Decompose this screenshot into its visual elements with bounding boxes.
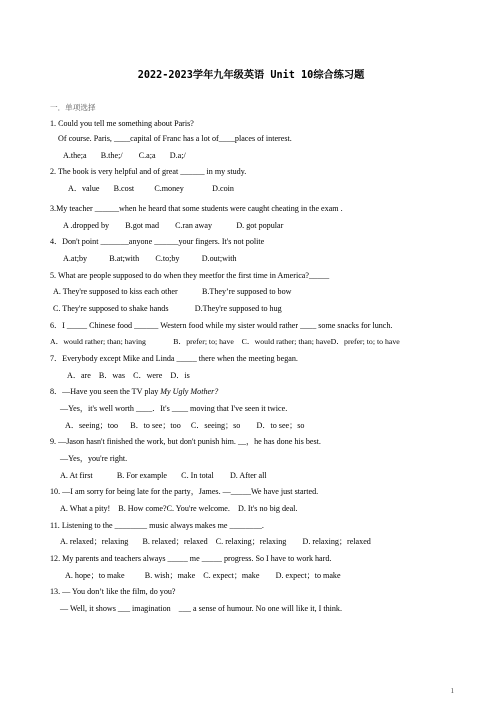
question-8-options: A．seeing；too B．to see；too C．seeing；so D．to see；so	[65, 421, 305, 430]
document-title: 2022-2023学年九年级英语 Unit 10综合练习题	[137, 70, 365, 81]
question-4-options: A.at;by B.at;with C.to;by D.out;with	[63, 254, 237, 263]
question-12: 12. My parents and teachers always _____ me _____ progress. So I have to work hard.	[50, 554, 332, 563]
question-3-options: A .dropped by B.got mad C.ran away D. got popular	[63, 221, 284, 230]
question-5-options-ab: A. They're supposed to kiss each other B.They’re supposed to bow	[53, 287, 292, 296]
question-2-options: A．value B.cost C.money D.coin	[68, 184, 234, 193]
question-10-options: A. What a pity! B. How come?C. You're welcome. D. It's no big deal.	[60, 504, 298, 513]
question-1: 1. Could you tell me something about Paris?	[50, 119, 194, 128]
question-3: 3.My teacher ______when he heard that some students were caught cheating in the exam .	[50, 204, 343, 213]
question-7: 7．Everybody except Mike and Linda _____ there when the meeting began.	[50, 354, 298, 363]
question-13-reply: — Well, it shows ___ imagination ___ a sense of humour. No one will like it, I think.	[60, 604, 343, 613]
question-5: 5. What are people supposed to do when they meetfor the first time in America?_____	[50, 271, 330, 280]
question-11: 11. Listening to the ________ music always makes me ________.	[50, 521, 264, 530]
question-11-options: A. relaxed；relaxing B. relaxed；relaxed C. relaxing；relaxing D. relaxing；relaxed	[60, 537, 371, 546]
question-8-reply: —Yes，it's well worth ____．It's ____ moving that I've seen it twice.	[60, 404, 288, 413]
question-8: 8．—Have you seen the TV play My Ugly Mother?	[50, 387, 219, 396]
question-10: 10. —I am sorry for being late for the party，James. —_____We have just started.	[50, 487, 319, 496]
question-13: 13. — You don’t like the film, do you?	[50, 587, 176, 596]
question-7-options: A．are B．was C．were D．is	[67, 371, 190, 380]
question-5-options-cd: C. They're supposed to shake hands D.They're supposed to hug	[53, 304, 282, 313]
question-9-options: A. At first B. For example C. In total D. After all	[60, 471, 267, 480]
question-6-options: A．would rather; than; having B．prefer; to; have C．would rather; than; haveD．prefer; to; to have	[50, 337, 400, 346]
question-2: 2. The book is very helpful and of great ______ in my study.	[50, 167, 247, 176]
section-heading: 一．单项选择	[50, 103, 96, 112]
question-9: 9. —Jason hasn't finished the work, but don't punish him. __，he has done his best.	[50, 437, 321, 446]
question-6: 6．I _____ Chinese food ______ Western food while my sister would rather ____ some snacks for lunch.	[50, 321, 393, 330]
question-1-text: Of course. Paris, ____capital of Franc has a lot of____places of interest.	[58, 134, 292, 143]
question-4: 4．Don't point _______anyone ______your fingers. It's not polite	[50, 237, 265, 246]
question-12-options: A. hope；to make B. wish；make C. expect；make D. expect；to make	[65, 571, 341, 580]
tv-play-title: My Ugly Mother?	[160, 387, 219, 396]
page-number: 1	[450, 687, 454, 695]
question-1-options: A.the;a B.the;/ C.a;a D.a;/	[63, 151, 186, 160]
question-9-reply: —Yes，you're right.	[60, 454, 128, 463]
